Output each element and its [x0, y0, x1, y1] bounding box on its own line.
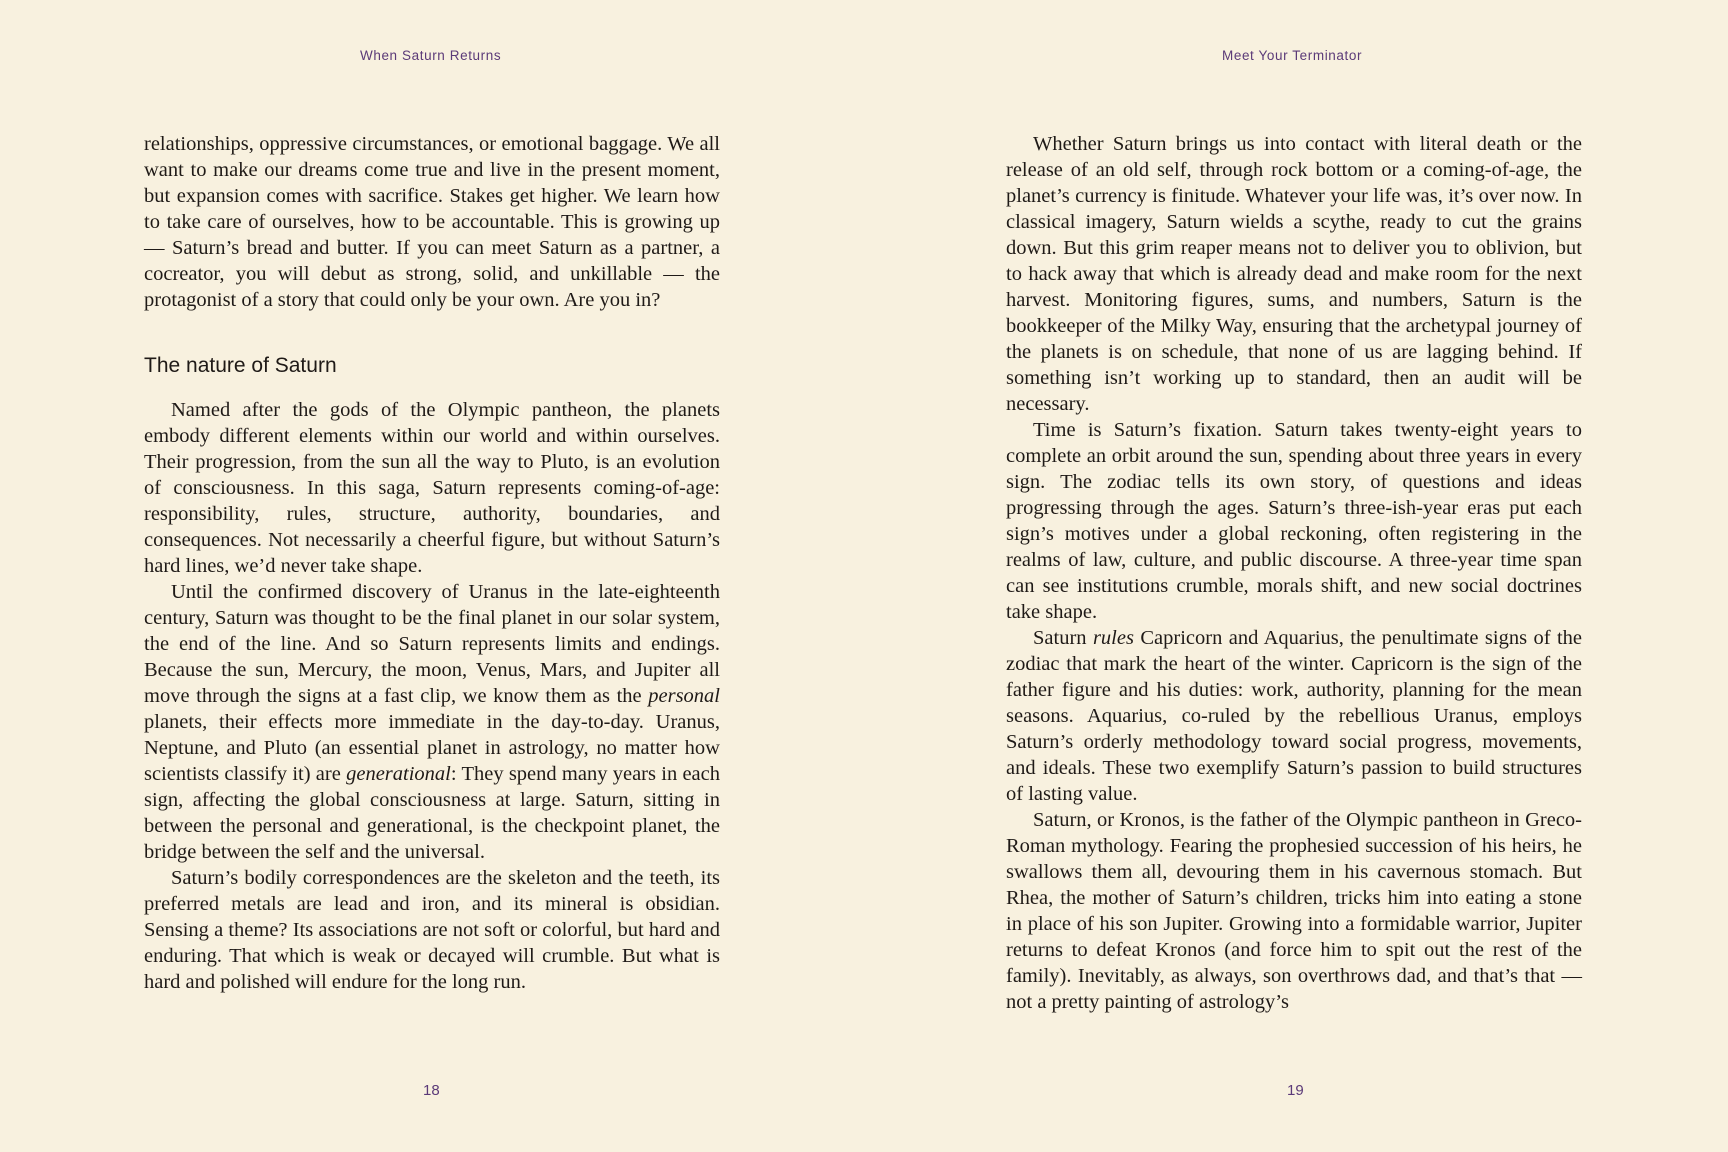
paragraph-text: planets, their effects more immediate in the day-to-day. Uranus, Neptune, and Pluto (an essential planet in astrology, no matter how scientists classify it) are [144, 711, 720, 785]
body-text [144, 131, 720, 995]
emphasis-text: rules [1092, 627, 1134, 649]
paragraph-text: Capricorn and Aquarius, the penultimate signs of the zodiac that mark the heart of the winter. Capricorn is the sign of the father figure and his duties: work, authority, planning for the mean seasons. Aquarius, co-ruled by the rebellious Uranus, employs Saturn’s orderly methodology toward social progress, movements, and ideals. These two exemplify Saturn’s passion to build structures of lasting value. [1006, 627, 1582, 805]
running-head: Meet Your Terminator [1222, 48, 1363, 63]
paragraph [144, 579, 720, 865]
section-heading: The nature of Saturn [144, 354, 337, 377]
paragraph-text: Until the confirmed discovery of Uranus in the late-eighteenth century, Saturn was thought to be the final planet in our solar system, the end of the line. And so Saturn represents limits and endings. Because the sun, Mercury, the moon, Venus, Mars, and Jupiter all move through the signs at a fast clip, we know them as the [144, 581, 720, 707]
paragraph: Saturn, or Kronos, is the father of the Olympic pantheon in Greco-Roman mythology. Fearing the prophesied succession of his heirs, he swallows them all, devouring them in his cavernous stomach. But Rhea, the mother of Saturn’s children, tricks him into eating a stone in place of his son Jupiter. Growing into a formidable warrior, Jupiter returns to defeat Kronos (and force him to spit out the rest of the family). Inevitably, as always, son overthrows dad, and that’s that — not a pretty painting of astrology’s [1006, 809, 1582, 1013]
paragraph-text: Saturn [1033, 627, 1093, 649]
paragraph: relationships, oppressive circumstances, or emotional baggage. We all want to make our dreams come true and live in the present moment, but expansion comes with sacrifice. Stakes get higher. We learn how to take care of ourselves, how to be accountable. This is growing up — Saturn’s bread and butter. If you can meet Saturn as a partner, a cocreator, you will debut as strong, solid, and unkillable — the protagonist of a story that could only be your own. Are you in? [144, 133, 720, 311]
paragraph-text: : They spend many years in each sign, affecting the global consciousness at large. Saturn, sitting in between the personal and generational, is the checkpoint planet, the bridge between the self and the universal. [144, 763, 721, 863]
page-number: 19 [1287, 1082, 1304, 1099]
emphasis-text: personal [648, 685, 720, 707]
body-text [1006, 131, 1582, 1015]
right-page [864, 0, 1728, 1152]
paragraph: Named after the gods of the Olympic pantheon, the planets embody different elements within our world and within ourselves. Their progression, from the sun all the way to Pluto, is an evolution of consciousness. In this saga, Saturn represents coming-of-age: responsibility, rules, structure, authority, boundaries, and consequences. Not necessarily a cheerful figure, but without Saturn’s hard lines, we’d never take shape. [144, 399, 720, 577]
emphasis-text: generational [346, 763, 451, 785]
page-number: 18 [423, 1082, 440, 1099]
running-head: When Saturn Returns [360, 48, 502, 63]
paragraph: Time is Saturn’s fixation. Saturn takes twenty-eight years to complete an orbit around the sun, spending about three years in every sign. The zodiac tells its own story, of questions and ideas progressing through the ages. Saturn’s three-ish-year eras put each sign’s motives under a global reckoning, often registering in the realms of law, culture, and public discourse. A three-year time span can see institutions crumble, morals shift, and new social doctrines take shape. [1006, 419, 1582, 623]
paragraph [1006, 625, 1582, 807]
paragraph: Saturn’s bodily correspondences are the skeleton and the teeth, its preferred metals are lead and iron, and its mineral is obsidian. Sensing a theme? Its associations are not soft or colorful, but hard and enduring. That which is weak or decayed will crumble. But what is hard and polished will endure for the long run. [144, 867, 720, 993]
paragraph: Whether Saturn brings us into contact with literal death or the release of an old self, through rock bottom or a coming-of-age, the planet’s currency is finitude. Whatever your life was, it’s over now. In classical imagery, Saturn wields a scythe, ready to cut the grains down. But this grim reaper means not to deliver you to oblivion, but to hack away that which is already dead and make room for the next harvest. Monitoring figures, sums, and numbers, Saturn is the bookkeeper of the Milky Way, ensuring that the archetypal journey of the planets is on schedule, that none of us are lagging behind. If something isn’t working up to standard, then an audit will be necessary. [1006, 133, 1582, 415]
